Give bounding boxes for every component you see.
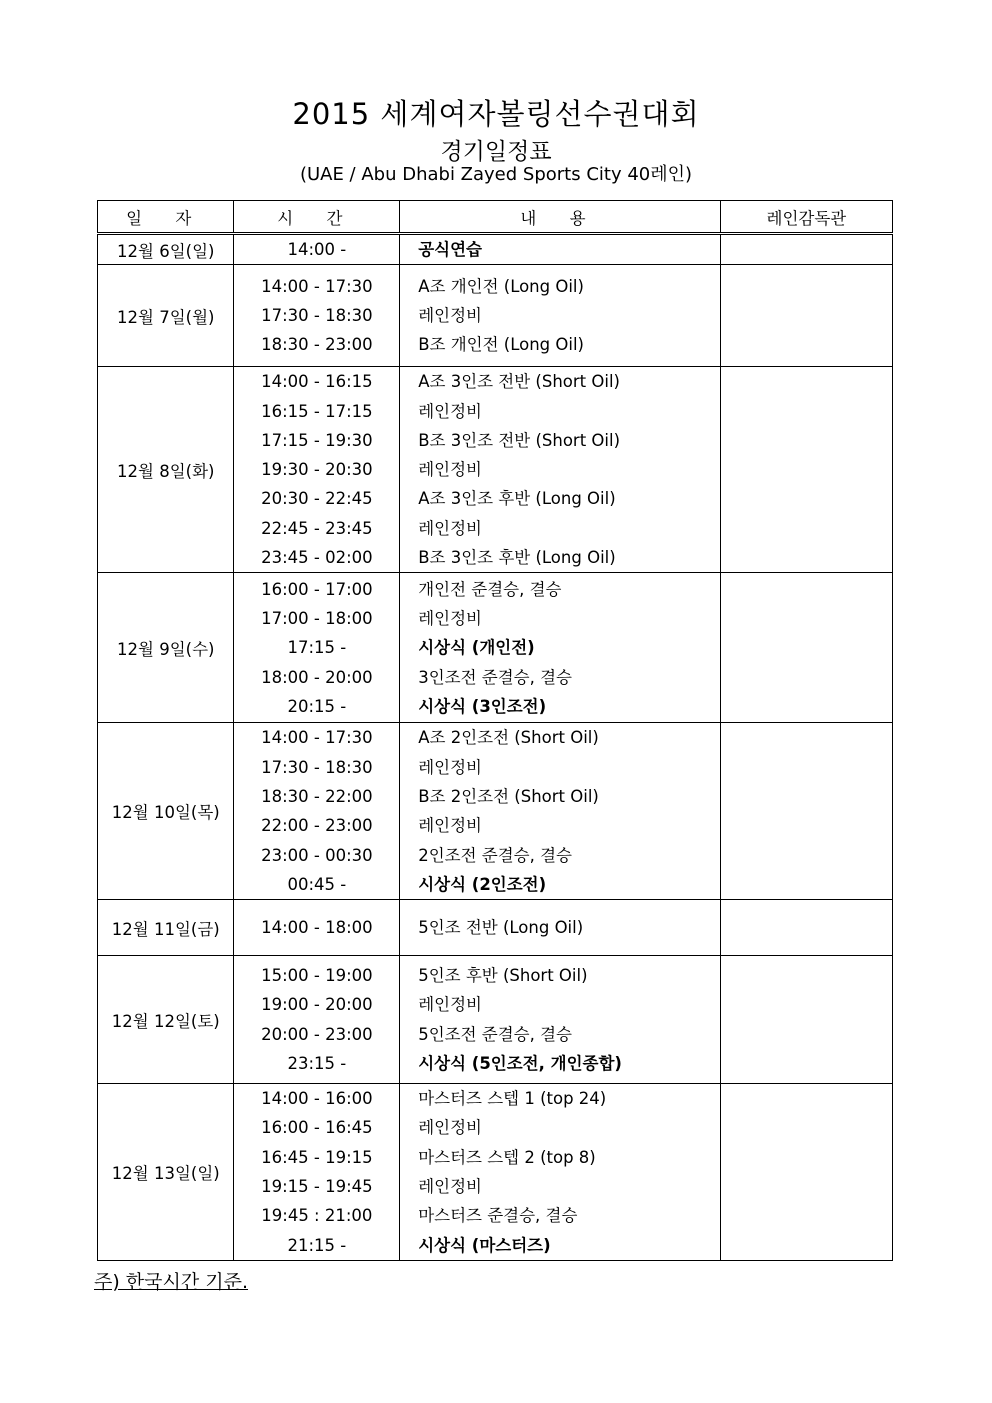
time-slot: 14:00 - 18:00 <box>261 918 373 937</box>
time-slot: 19:00 - 20:00 <box>261 995 373 1015</box>
time-slot: 00:45 - <box>287 874 347 894</box>
header-time: 시 간 <box>234 201 400 234</box>
row-times <box>234 573 400 723</box>
event-item: A조 3인조 전반 (Short Oil) <box>418 372 620 392</box>
time-slot: 22:45 - 23:45 <box>261 518 373 538</box>
row-lane-supervisor <box>720 573 892 723</box>
row-lane-supervisor <box>720 265 892 367</box>
event-item: A조 개인전 (Long Oil) <box>418 276 584 296</box>
row-date: 12월 11일(금) <box>98 900 234 956</box>
time-slot: 18:30 - 23:00 <box>261 335 373 355</box>
time-slot: 19:30 - 20:30 <box>261 460 373 480</box>
table-row <box>98 367 893 573</box>
time-slot: 14:00 - 16:15 <box>261 372 373 392</box>
event-item: 시상식 (2인조전) <box>418 874 547 894</box>
event-item: 레인정비 <box>418 995 482 1015</box>
event-item: 마스터즈 스텝 1 (top 24) <box>418 1089 607 1109</box>
row-times <box>234 900 400 956</box>
time-slot: 14:00 - 16:00 <box>261 1089 373 1109</box>
time-slot: 17:00 - 18:00 <box>261 608 373 628</box>
row-contents <box>400 265 721 367</box>
table-row <box>98 1084 893 1261</box>
event-item: 레인정비 <box>418 401 482 421</box>
time-slot: 17:15 - <box>287 638 347 658</box>
table-row <box>98 723 893 900</box>
event-item: 시상식 (마스터즈) <box>418 1235 551 1255</box>
row-times <box>234 367 400 573</box>
row-times <box>234 956 400 1084</box>
event-item: 시상식 (5인조전, 개인종합) <box>418 1053 622 1073</box>
event-item: 레인정비 <box>418 816 482 836</box>
table-row <box>98 234 893 265</box>
event-item: 마스터즈 준결승, 결승 <box>418 1206 578 1226</box>
event-item: 개인전 준결승, 결승 <box>418 579 562 599</box>
row-lane-supervisor <box>720 1084 892 1261</box>
row-contents <box>400 234 721 265</box>
row-lane-supervisor <box>720 900 892 956</box>
time-slot: 23:45 - 02:00 <box>261 548 373 568</box>
event-item: 2인조전 준결승, 결승 <box>418 845 572 865</box>
table-row <box>98 956 893 1084</box>
event-item: B조 개인전 (Long Oil) <box>418 335 584 355</box>
row-contents <box>400 1084 721 1261</box>
table-row <box>98 900 893 956</box>
header-content: 내 용 <box>400 201 721 234</box>
event-item: B조 3인조 전반 (Short Oil) <box>418 430 621 450</box>
event-item: 5인조전 준결승, 결승 <box>418 1024 572 1044</box>
time-slot: 17:30 - 18:30 <box>261 757 373 777</box>
row-lane-supervisor <box>720 723 892 900</box>
table-header-row <box>98 201 893 234</box>
time-slot: 14:00 - 17:30 <box>261 276 373 296</box>
event-item: B조 3인조 후반 (Long Oil) <box>418 548 616 568</box>
row-contents <box>400 900 721 956</box>
event-item: 레인정비 <box>418 518 482 538</box>
page-subtitle: 경기일정표 <box>440 139 552 165</box>
time-slot: 18:30 - 22:00 <box>261 786 373 806</box>
row-date: 12월 12일(토) <box>98 956 234 1084</box>
row-lane-supervisor <box>720 956 892 1084</box>
event-item: 5인조 후반 (Short Oil) <box>418 966 588 986</box>
event-item: 레인정비 <box>418 1177 482 1197</box>
row-contents <box>400 956 721 1084</box>
time-slot: 21:15 - <box>287 1235 347 1255</box>
row-date: 12월 10일(목) <box>98 723 234 900</box>
row-contents <box>400 573 721 723</box>
time-slot: 20:15 - <box>287 696 347 716</box>
row-date: 12월 7일(월) <box>98 265 234 367</box>
row-times <box>234 265 400 367</box>
time-slot: 19:15 - 19:45 <box>261 1177 373 1197</box>
event-item: 레인정비 <box>418 306 482 326</box>
time-slot: 20:30 - 22:45 <box>261 489 373 509</box>
time-slot: 15:00 - 19:00 <box>261 966 373 986</box>
row-date: 12월 8일(화) <box>98 367 234 573</box>
row-date: 12월 6일(일) <box>98 234 234 265</box>
time-slot: 17:15 - 19:30 <box>261 430 373 450</box>
header-date: 일 자 <box>98 201 234 234</box>
event-item: 레인정비 <box>418 1118 482 1138</box>
time-slot: 14:00 - <box>287 240 347 259</box>
event-item: B조 2인조전 (Short Oil) <box>418 786 599 806</box>
row-times <box>234 234 400 265</box>
time-slot: 23:15 - <box>287 1053 347 1073</box>
event-item: 레인정비 <box>418 757 482 777</box>
row-lane-supervisor <box>720 234 892 265</box>
row-lane-supervisor <box>720 367 892 573</box>
event-item: 5인조 전반 (Long Oil) <box>418 918 584 937</box>
row-date: 12월 9일(수) <box>98 573 234 723</box>
page-title: 2015 세계여자볼링선수권대회 <box>292 97 700 131</box>
event-item: 레인정비 <box>418 608 482 628</box>
row-contents <box>400 367 721 573</box>
time-slot: 18:00 - 20:00 <box>261 667 373 687</box>
time-slot: 16:00 - 16:45 <box>261 1118 373 1138</box>
time-slot: 16:15 - 17:15 <box>261 401 373 421</box>
event-item: 레인정비 <box>418 460 482 480</box>
time-slot: 23:00 - 00:30 <box>261 845 373 865</box>
time-slot: 19:45 : 21:00 <box>261 1206 373 1226</box>
table-row <box>98 265 893 367</box>
event-item: A조 3인조 후반 (Long Oil) <box>418 489 616 509</box>
row-date: 12월 13일(일) <box>98 1084 234 1261</box>
time-slot: 16:45 - 19:15 <box>261 1147 373 1167</box>
event-item: 공식연습 <box>418 240 482 259</box>
row-times <box>234 723 400 900</box>
time-slot: 14:00 - 17:30 <box>261 728 373 748</box>
event-item: 마스터즈 스텝 2 (top 8) <box>418 1147 596 1167</box>
venue-line: (UAE / Abu Dhabi Zayed Sports City 40레인) <box>299 164 693 185</box>
table-row <box>98 573 893 723</box>
row-contents <box>400 723 721 900</box>
event-item: 시상식 (개인전) <box>418 638 535 658</box>
time-slot: 17:30 - 18:30 <box>261 306 373 326</box>
schedule-table <box>97 200 893 1261</box>
event-item: 3인조전 준결승, 결승 <box>418 667 572 687</box>
event-item: A조 2인조전 (Short Oil) <box>418 728 599 748</box>
time-slot: 20:00 - 23:00 <box>261 1024 373 1044</box>
time-slot: 16:00 - 17:00 <box>261 579 373 599</box>
footnote: 주) 한국시간 기준. <box>94 1271 249 1293</box>
time-slot: 22:00 - 23:00 <box>261 816 373 836</box>
event-item: 시상식 (3인조전) <box>418 696 547 716</box>
row-times <box>234 1084 400 1261</box>
header-lane-supervisor: 레인감독관 <box>720 201 892 234</box>
